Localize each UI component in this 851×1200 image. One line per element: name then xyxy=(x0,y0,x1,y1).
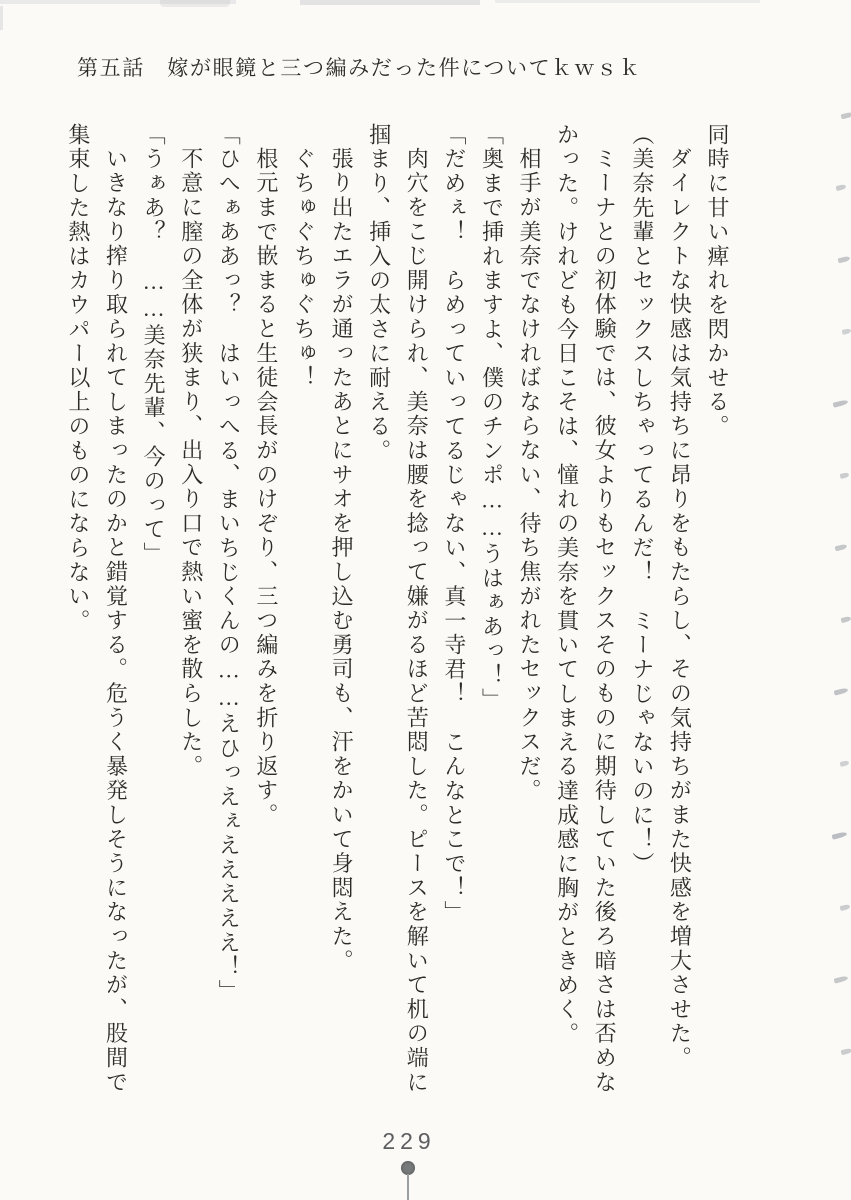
text-column: 「だめぇ！ らめっていってるじゃない、真一寺君！ こんなとこで！」 xyxy=(441,123,467,925)
scan-artifact-left-edge xyxy=(0,6,3,30)
scan-artifact-edge xyxy=(841,616,851,623)
text-column: 不意に膣の全体が狭まり、出入り口で熱い蜜を散らした。 xyxy=(178,147,204,779)
text-column: 肉穴をこじ開けられ、美奈は腰を捻って嫌がるほど苦悶した。ピースを解いて机の端に xyxy=(404,147,430,1095)
scan-artifact-edge xyxy=(834,975,849,983)
text-column: 「うぁあ？ ……美奈先輩、今のって」 xyxy=(141,123,167,567)
scan-artifact-edge xyxy=(841,1048,851,1056)
scan-artifact-edge xyxy=(833,399,849,407)
scan-artifact-edge xyxy=(832,831,848,839)
text-column: 「ひへぁああっ？ はいっへる、まいちじくんの……えひっえぇえええええ！」 xyxy=(216,123,242,1004)
text-column: 根元まで嵌まると生徒会長がのけぞり、三つ編みを折り返す。 xyxy=(253,147,279,828)
scan-artifact-top xyxy=(160,0,230,7)
scan-artifact-edge xyxy=(842,328,851,335)
text-column: 相手が美奈でなければならない、待ち焦がれたセックスだ。 xyxy=(517,147,543,804)
body-text xyxy=(58,123,736,1133)
text-column: （美奈先輩とセックスしちゃってるんだ！ ミーナじゃないのに！） xyxy=(629,123,655,877)
text-column: 同時に甘い痺れを閃かせる。 xyxy=(705,123,730,439)
text-column: 集束した熱はカウパー以上のものにならない。 xyxy=(65,123,91,634)
scan-artifact-edge xyxy=(841,112,851,120)
scan-artifact-edge xyxy=(835,544,848,552)
text-column: ダイレクトな快感は気持ちに昂りをもたらし、その気持ちがまた快感を増大させた。 xyxy=(667,147,693,1071)
scan-artifact-edge xyxy=(840,472,850,479)
text-column: 「奥まで挿れますよ、僕のチンポ……うはぁあっ！」 xyxy=(479,123,505,713)
text-column: ミーナとの初体験では、彼女よりもセックスそのものに期待していた後ろ暗さは否めな xyxy=(592,147,618,1095)
text-column: かった。けれども今日こそは、憧れの美奈を貫いてしまえる達成感に胸がときめく。 xyxy=(554,123,580,1047)
scan-artifact-edge xyxy=(840,904,851,911)
text-column: いきなり搾り取られてしまったのかと錯覚する。危うく暴発しそうになったが、股間で xyxy=(103,147,129,1095)
text-column: 張り出たエラが通ったあとにサオを押し込む勇司も、汗をかいて身悶えた。 xyxy=(329,147,355,974)
text-column: ぐちゅぐちゅぐちゅ！ xyxy=(291,147,317,390)
scan-artifact-edge xyxy=(840,760,850,767)
scan-artifact-top xyxy=(495,0,760,3)
scan-artifact-edge xyxy=(838,256,851,264)
pin-artifact-needle xyxy=(407,1174,409,1200)
pin-artifact-head xyxy=(401,1161,415,1175)
chapter-title: 第五話 嫁が眼鏡と三つ編みだった件についてｋｗｓｋ xyxy=(77,56,642,80)
scan-artifact-edge xyxy=(836,184,847,191)
scan-artifact-edge xyxy=(834,687,849,695)
page-number: 229 xyxy=(382,1128,436,1154)
text-column: 掴まり、挿入の太さに耐える。 xyxy=(366,123,392,464)
scan-artifact-top xyxy=(300,0,480,5)
